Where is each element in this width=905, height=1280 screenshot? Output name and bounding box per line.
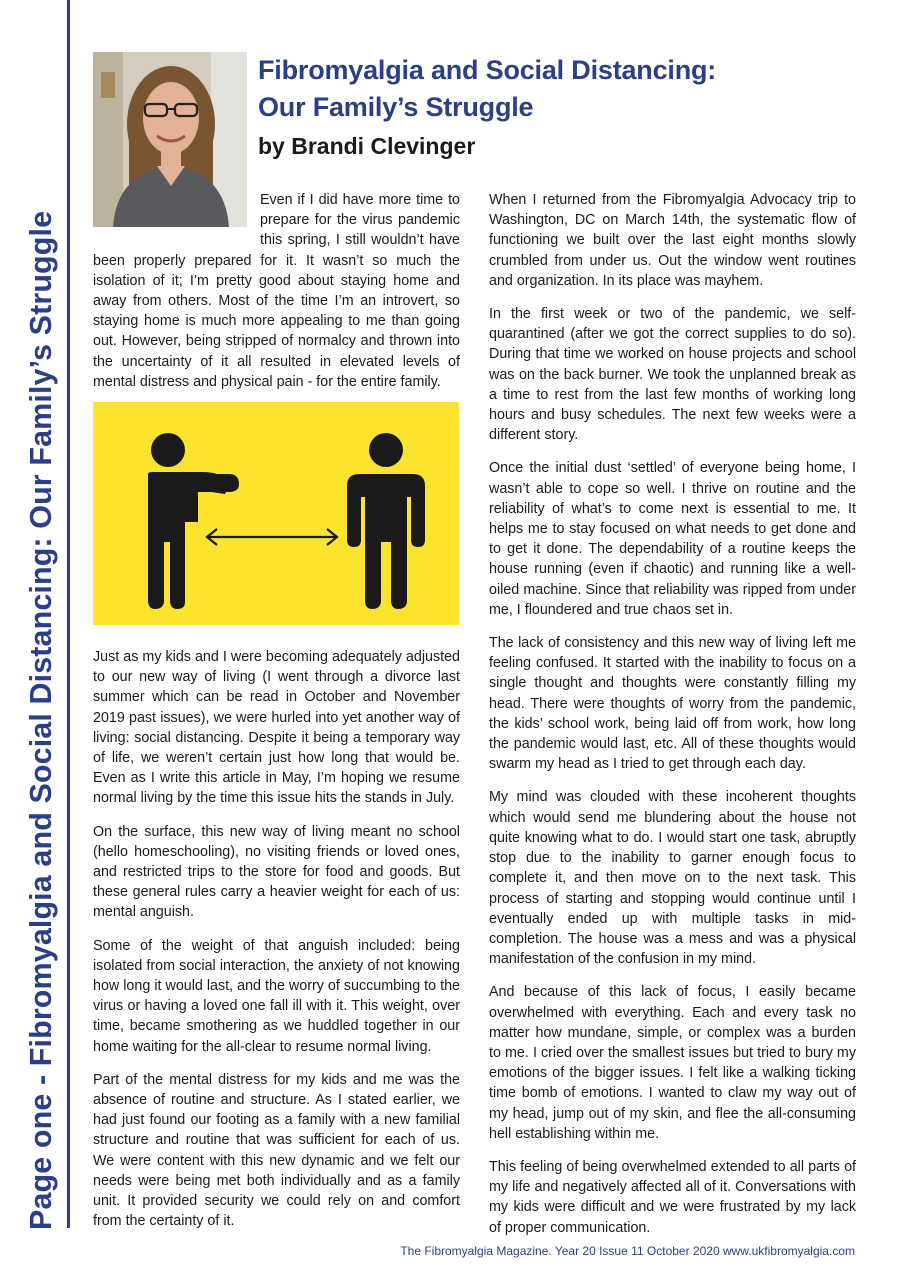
left-column [93, 647, 460, 1244]
left-paragraph-3: Some of the weight of that anguish included: being isolated from social interaction, the anxiety of not knowing how long it would last, and the worry of succumbing to the virus or having a loved one fall ill with it. This weight, over time, became smothering as we huddled together in our home waiting for the all-clear to resume normal living. [93, 937, 460, 1055]
byline: by Brandi Clevinger [258, 133, 476, 159]
right-paragraph-7: This feeling of being overwhelmed extended to all parts of my life and negatively affected all of it. Conversations with my kids were difficult and we were frustrated by my lack of proper communication. [489, 1158, 856, 1236]
right-column [489, 190, 856, 1251]
social-distancing-illustration [93, 402, 459, 625]
side-rule [67, 0, 70, 1228]
side-title-text: Page one - Fibromyalgia and Social Distancing: Our Family’s Struggle [23, 210, 58, 1230]
side-title [20, 210, 62, 1230]
intro-paragraph [93, 190, 460, 392]
article-title [258, 52, 858, 126]
left-paragraph-1: Just as my kids and I were becoming adequately adjusted to our new way of living (I went through a divorce last summer which can be read in October and November 2019 past issues), we were hurled into yet another way of living: social distancing. Despite it being a temporary way of life, we weren’t certain just how long that would be. Even as I write this article in May, I’m hoping we resume normal living by the time this issue hits the stands in July. [93, 649, 460, 807]
title-line-1: Fibromyalgia and Social Distancing: [258, 55, 717, 85]
right-paragraph-6: And because of this lack of focus, I easily became overwhelmed with everything. Each and every task no matter how mundane, simple, or complex was a burden to me. I cried over the smallest issues but tried to bury my emotions of the bigger issues. I felt like a walking ticking time bomb of emotions. I wanted to claw my way out of my head, jump out of my skin, and flee the all-consuming hell establishing within me. [489, 984, 856, 1142]
right-paragraph-3: Once the initial dust ‘settled’ of everyone being home, I wasn’t able to cope so well. I thrive on routine and the reliability of what’s to come next is essential to me. It helps me to stay focused on what needs to get done and to get it done. The dependability of a routine keeps the house running (even if chaotic) and running like a well-oiled machine. Since that reliability was ripped from under me, I floundered and true chaos set in. [489, 460, 856, 618]
title-line-2: Our Family’s Struggle [258, 92, 534, 122]
page-footer: The Fibromyalgia Magazine. Year 20 Issue 11 October 2020 www.ukfibromyalgia.com [400, 1244, 855, 1258]
right-paragraph-1: When I returned from the Fibromyalgia Advocacy trip to Washington, DC on March 14th, the systematic flow of functioning we built over the last eight months slowly crumbled from under us. Out the window went routines and organization. In its place was mayhem. [489, 192, 856, 289]
right-paragraph-5: My mind was clouded with these incoherent thoughts which would send me blundering about the house not quite knowing what to do. I would start one task, abruptly stop due to the inability to garner enough focus to complete it, and then move on to the next task. This process of starting and stopping would continue until I eventually ended up with multiple tasks in mid-completion. The house was a mess and was a physical manifestation of the confusion in my mind. [489, 789, 856, 968]
right-paragraph-4: The lack of consistency and this new way of living left me feeling confused. It started with the inability to focus on a single thought and thoughts were constantly filling my head. There were thoughts of worry from the pandemic, the kids’ school work, being laid off from work, how long the pandemic would last, etc. All of these thoughts would swarm my head as I tried to get through each day. [489, 635, 856, 773]
right-paragraph-2: In the first week or two of the pandemic, we self-quarantined (after we got the correct supplies to do so). During that time we worked on house projects and school was on the back burner. We took the unplanned break as a time to rest from the last few months of working long hours and busy schedules. The next few weeks were a different story. [489, 306, 856, 444]
left-paragraph-2: On the surface, this new way of living meant no school (hello homeschooling), no visiting friends or loved ones, and restricted trips to the store for food and goods. But these general rules carry a heavier weight for each of us: mental anguish. [93, 823, 460, 921]
intro-text: Even if I did have more time to prepare for the virus pandemic this spring, I still wouldn’t have been properly prepared for it. It wasn’t so much the isolation of it; I’m pretty good about staying home and away from others. Most of the time I’m an introvert, so staying home is much more appealing to me than going out. However, being stripped of normalcy and thrown into the uncertainty of it all resulted in elevated levels of mental distress and physical pain - for the entire family. [93, 192, 460, 390]
left-paragraph-4: Part of the mental distress for my kids and me was the absence of routine and structure. As I stated earlier, we had just found our footing as a family with a new familial structure and routine that was sufficient for each of us. We were content with this new dynamic and we felt our needs were being met both individually and as a family unit. It provided security we could rely on and comfort from the certainty of it. [93, 1071, 460, 1230]
